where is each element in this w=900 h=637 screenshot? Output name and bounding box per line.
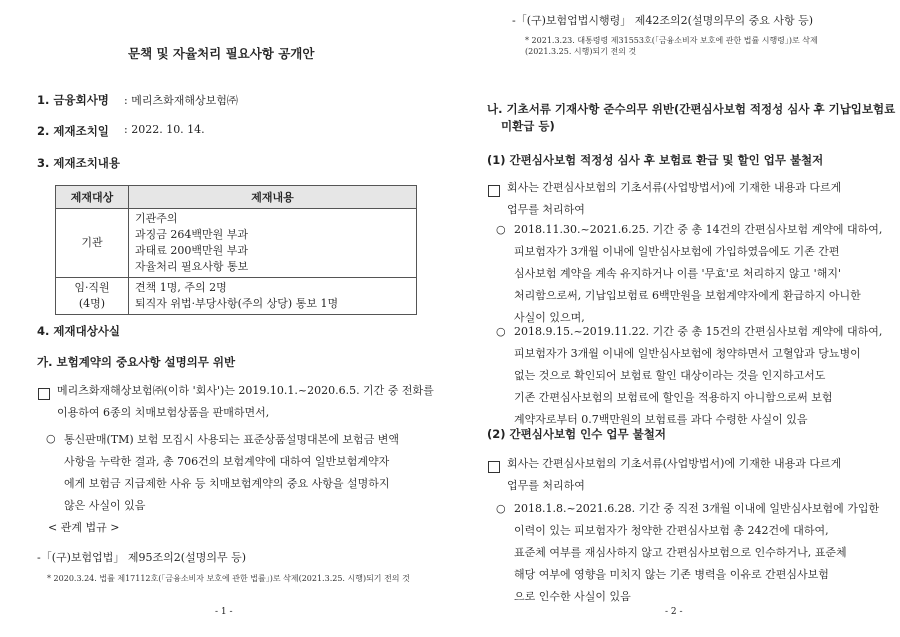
text-line: 으로 인수한 사실이 있음 xyxy=(514,590,631,603)
circle-bullet-icon: ○ xyxy=(46,432,56,445)
law-reference-2: -「(구)보험업법시행령」 제42조의2(설명의무의 중요 사항 등) xyxy=(512,14,814,27)
paragraph-p4 xyxy=(507,453,841,497)
text-line: 피보험자가 3개월 이내에 일반심사보험에 청약하면서 고혈압과 당뇨병이 xyxy=(514,347,861,360)
company-name: : 메리츠화재해상보험㈜ xyxy=(124,94,238,107)
paragraph-p2 xyxy=(514,219,882,329)
text-line: 이력이 있는 피보험자가 청약한 간편심사보험 총 242건에 대하여, xyxy=(514,524,829,537)
note-line: (2021.3.25. 시행)되기 전의 것 xyxy=(525,47,637,56)
table-cell-content xyxy=(129,209,417,278)
text-line: 표준체 여부를 재심사하지 않고 간편심사보험으로 인수하거나, 표준체 xyxy=(514,546,847,559)
law-note-2 xyxy=(525,35,818,57)
text-line: 업무를 처리하여 xyxy=(507,479,585,492)
subsection-1: (1) 간편심사보험 적정성 심사 후 보험료 환급 및 할인 업무 불철저 xyxy=(487,153,824,167)
checkbox-bullet-icon xyxy=(488,185,500,197)
paragraph-p5 xyxy=(514,498,879,608)
section-4-label: 4. 제재대상사실 xyxy=(37,324,121,338)
text-line: 2018.9.15.~2019.11.22. 기간 중 총 15건의 간편심사보험 계약에 대하여, xyxy=(514,325,883,338)
text-line: 계약자로부터 0.7백만원의 보험료를 과다 수령한 사실이 있음 xyxy=(514,413,808,426)
text-line: 2018.11.30.~2021.6.25. 기간 중 총 14건의 간편심사보험 계약에 대하여, xyxy=(514,223,883,236)
text-line: 없는 것으로 확인되어 보험료 할인 대상이라는 것을 인지하고서도 xyxy=(514,369,826,382)
heading-line: 나. 기초서류 기재사항 준수의무 위반(간편심사보험 적정성 심사 후 기납입보험료 xyxy=(487,102,896,116)
text-line: 이용하여 6종의 치매보험상품을 판매하면서, xyxy=(57,406,270,419)
text-line: 피보험자가 3개월 이내에 일반심사보험에 가입하였음에도 기존 간편 xyxy=(514,245,840,258)
sanction-date: : 2022. 10. 14. xyxy=(124,123,205,136)
section-2-label: 2. 제재조치일 xyxy=(37,124,109,138)
law-heading: < 관계 법규 > xyxy=(48,521,120,534)
text-line: 메리츠화재해상보험㈜(이하 '회사')는 2019.10.1.~2020.6.5. 기간 중 전화를 xyxy=(57,384,434,397)
page-number: - 1 - xyxy=(215,607,233,617)
table-row xyxy=(56,209,417,278)
subsection-2: (2) 간편심사보험 인수 업무 불철저 xyxy=(487,427,666,441)
text-line: 심사보험 계약을 계속 유지하거나 이를 '무효'로 처리하지 않고 '해지' xyxy=(514,267,841,280)
paragraph-1 xyxy=(57,380,434,424)
table-row xyxy=(56,278,417,315)
subsection-na xyxy=(487,101,895,135)
table-header-row xyxy=(56,186,417,209)
content-line: 과징금 264백만원 부과 xyxy=(135,228,248,241)
table-cell-content xyxy=(129,278,417,315)
table-header: 제재내용 xyxy=(129,186,417,209)
page-number: - 2 - xyxy=(665,607,683,617)
checkbox-bullet-icon xyxy=(488,461,500,473)
table-header: 제재대상 xyxy=(56,186,129,209)
text-line: 에게 보험금 지급제한 사유 등 치매보험계약의 중요 사항을 설명하지 xyxy=(64,477,390,490)
text-line: 기존 간편심사보험의 보험료에 할인을 적용하지 아니함으로써 보험 xyxy=(514,391,833,404)
target-line: 임·직원 xyxy=(74,281,110,294)
checkbox-bullet-icon xyxy=(38,388,50,400)
heading-line: 미환급 등) xyxy=(501,119,555,133)
target-line: (4명) xyxy=(78,297,106,310)
table-cell-target: 기관 xyxy=(56,209,129,278)
law-reference-1: -「(구)보험업법」 제95조의2(설명의무 등) xyxy=(37,551,247,564)
text-line: 회사는 간편심사보험의 기초서류(사업방법서)에 기재한 내용과 다르게 xyxy=(507,181,842,194)
text-line: 않은 사실이 있음 xyxy=(64,499,146,512)
circle-bullet-icon: ○ xyxy=(496,502,506,515)
paragraph-p1 xyxy=(507,177,841,221)
text-line: 처리함으로써, 기납입보험료 6백만원을 보험계약자에게 환급하지 아니한 xyxy=(514,289,861,302)
table-cell-target xyxy=(56,278,129,315)
circle-bullet-icon: ○ xyxy=(496,223,506,236)
law-note-1: * 2020.3.24. 법률 제17112호(「금융소비자 보호에 관한 법률」)로 삭제(2021.3.25. 시행)되기 전의 것 xyxy=(47,574,410,583)
content-line: 기관주의 xyxy=(135,212,178,225)
content-line: 자율처리 필요사항 통보 xyxy=(135,260,249,273)
subsection-ga: 가. 보험계약의 중요사항 설명의무 위반 xyxy=(37,355,236,369)
section-1-label: 1. 금융회사명 xyxy=(37,93,109,107)
content-line: 견책 1명, 주의 2명 xyxy=(135,281,227,294)
page-title: 문책 및 자율처리 필요사항 공개안 xyxy=(128,46,315,61)
page-2 xyxy=(450,0,900,637)
note-line: * 2021.3.23. 대통령령 제31553호(「금융소비자 보호에 관한 법률 시행령」)로 삭제 xyxy=(525,36,818,45)
text-line: 통신판매(TM) 보험 모집시 사용되는 표준상품설명대본에 보험금 변액 xyxy=(64,433,400,446)
text-line: 해당 여부에 영향을 미치지 않는 기존 병력을 이유로 간편심사보험 xyxy=(514,568,829,581)
sanction-table xyxy=(55,185,417,315)
section-3-label: 3. 제재조치내용 xyxy=(37,156,121,170)
content-line: 과태료 200백만원 부과 xyxy=(135,244,248,257)
content-line: 퇴직자 위법·부당사항(주의 상당) 통보 1명 xyxy=(135,297,339,310)
text-line: 사항을 누락한 결과, 총 706건의 보험계약에 대하여 일반보험계약자 xyxy=(64,455,390,468)
text-line: 회사는 간편심사보험의 기초서류(사업방법서)에 기재한 내용과 다르게 xyxy=(507,457,842,470)
text-line: 사실이 있으며, xyxy=(514,311,585,324)
text-line: 업무를 처리하여 xyxy=(507,203,585,216)
paragraph-2 xyxy=(64,429,399,517)
paragraph-p3 xyxy=(514,321,882,431)
text-line: 2018.1.8.~2021.6.28. 기간 중 직전 3개월 이내에 일반심사보험에 가입한 xyxy=(514,502,880,515)
circle-bullet-icon: ○ xyxy=(496,325,506,338)
